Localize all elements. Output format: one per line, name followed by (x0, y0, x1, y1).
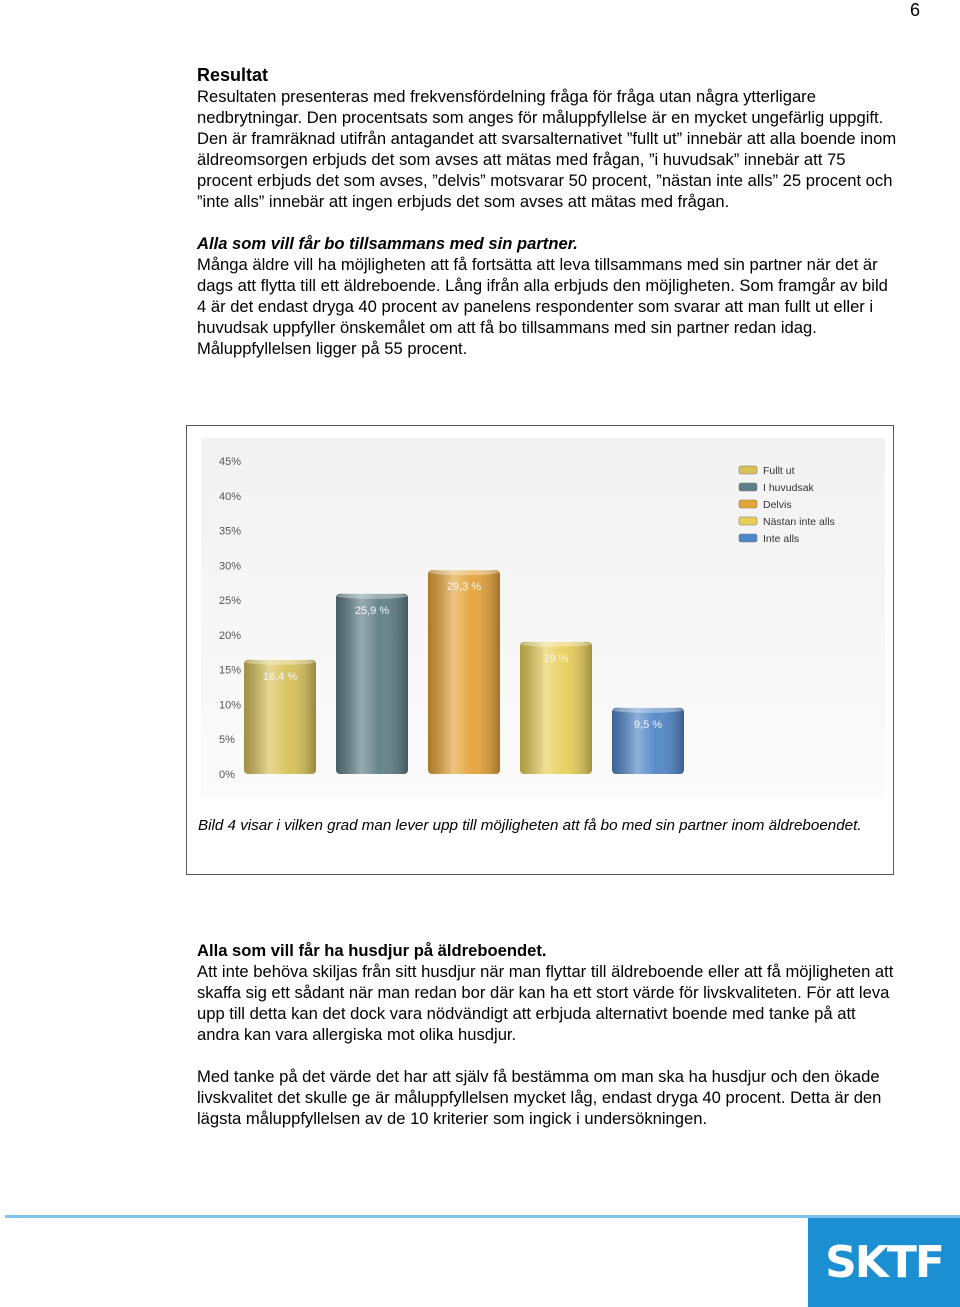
legend-label: I huvudsak (763, 482, 814, 494)
y-tick-label: 40% (219, 490, 242, 503)
bar-shine-2 (428, 570, 500, 774)
resultat-body: Resultaten presenteras med frekvensfördelning fråga för fråga utan några ytterligare nedbrytningar. Den procentsats som anges för måluppfyllelse är en mycket ungefärlig uppgift. Den är framräknad utifrån antagandet att svarsalternativet ”fullt ut” innebär att alla boende inom äldreomsorgen erbjuds det som avses att mätas med frågan, ”i huvudsak” innebär att 75 procent erbjuds det som avses, ”delvis” motsvarar 50 procent, ”nästan inte alls” 25 procent och ”inte alls” innebär att ingen erbjuds det som avses att mätas med frågan. (197, 87, 897, 211)
figure-box (186, 425, 894, 875)
page-content (197, 64, 897, 359)
legend-swatch (739, 500, 757, 508)
y-tick-label: 20% (219, 629, 242, 642)
bar-shine-4 (612, 708, 684, 774)
partner-body: Många äldre vill ha möjligheten att få fortsätta att leva tillsammans med sin partner när det är dags att flytta till ett äldreboende. Lång ifrån alla erbjuds den möjligheten. Som framgår av bild 4 är det endast dryga 40 procent av panelens respondenter som svarar att man fullt ut eller i huvudsak uppfyller önskemålet om att få bo tillsammans med sin partner redan idag. Måluppfyllelsen ligger på 55 procent. (197, 255, 888, 358)
legend-label: Nästan inte alls (763, 516, 835, 528)
y-tick-label: 30% (219, 560, 242, 573)
y-tick-label: 25% (219, 595, 242, 608)
sktf-logo: SKTF (808, 1218, 960, 1307)
legend-swatch (739, 534, 757, 542)
legend-label: Inte alls (763, 533, 800, 545)
y-tick-label: 0% (219, 769, 235, 781)
bar-top-0 (245, 659, 315, 665)
bar-value-label: 29,3 % (446, 581, 482, 594)
page-content-lower (197, 940, 897, 1129)
bar-top-4 (613, 707, 683, 713)
legend-label: Delvis (763, 499, 792, 511)
page-number: 6 (909, 0, 920, 20)
legend-label: Fullt ut (763, 465, 795, 477)
y-tick-label: 5% (219, 734, 235, 747)
y-tick-label: 45% (219, 456, 242, 468)
bar-value-label: 25,9 % (354, 604, 390, 617)
bar-top-2 (429, 569, 499, 575)
bar-value-label: 9,5 % (633, 718, 663, 731)
legend-swatch (739, 466, 757, 474)
husdjur-heading: Alla som vill får ha husdjur på äldreboendet. (197, 941, 547, 960)
chart-area (201, 438, 885, 798)
bar-value-label: 16,4 % (262, 670, 298, 683)
husdjur-body-1: Att inte behöva skiljas från sitt husdjur när man flyttar till äldreboende eller att få möjligheten att skaffa sig ett sådant när man redan bor där kan ha ett stort värde för livskvaliteten. För att leva upp till detta kan det dock vara nödvändigt att erbjuda alternativt boende med tanke på att andra kan vara allergiska mot olika husdjur. (197, 962, 894, 1044)
y-tick-label: 10% (219, 699, 242, 712)
figure-caption: Bild 4 visar i vilken grad man lever upp till möjligheten att få bo med sin partner inom äldreboendet. (198, 817, 862, 834)
husdjur-body-2: Med tanke på det värde det har att själv få bestämma om man ska ha husdjur och den ökade livskvalitet det skulle ge är måluppfyllelsen mycket låg, endast dryga 40 procent. Detta är den lägsta måluppfyllelsen av de 10 kriterier som ingick i undersökningen. (197, 1067, 882, 1128)
partner-heading: Alla som vill får bo tillsammans med sin partner. (197, 234, 578, 253)
bar-value-label: 19 % (543, 652, 569, 665)
legend-swatch (739, 517, 757, 525)
bar-top-1 (337, 593, 407, 599)
bar-top-3 (521, 641, 591, 647)
legend-swatch (739, 483, 757, 491)
y-tick-label: 35% (219, 525, 242, 538)
y-tick-label: 15% (219, 664, 242, 677)
bar-shine-1 (336, 594, 408, 774)
bar-chart (201, 438, 885, 798)
resultat-heading: Resultat (197, 65, 269, 85)
